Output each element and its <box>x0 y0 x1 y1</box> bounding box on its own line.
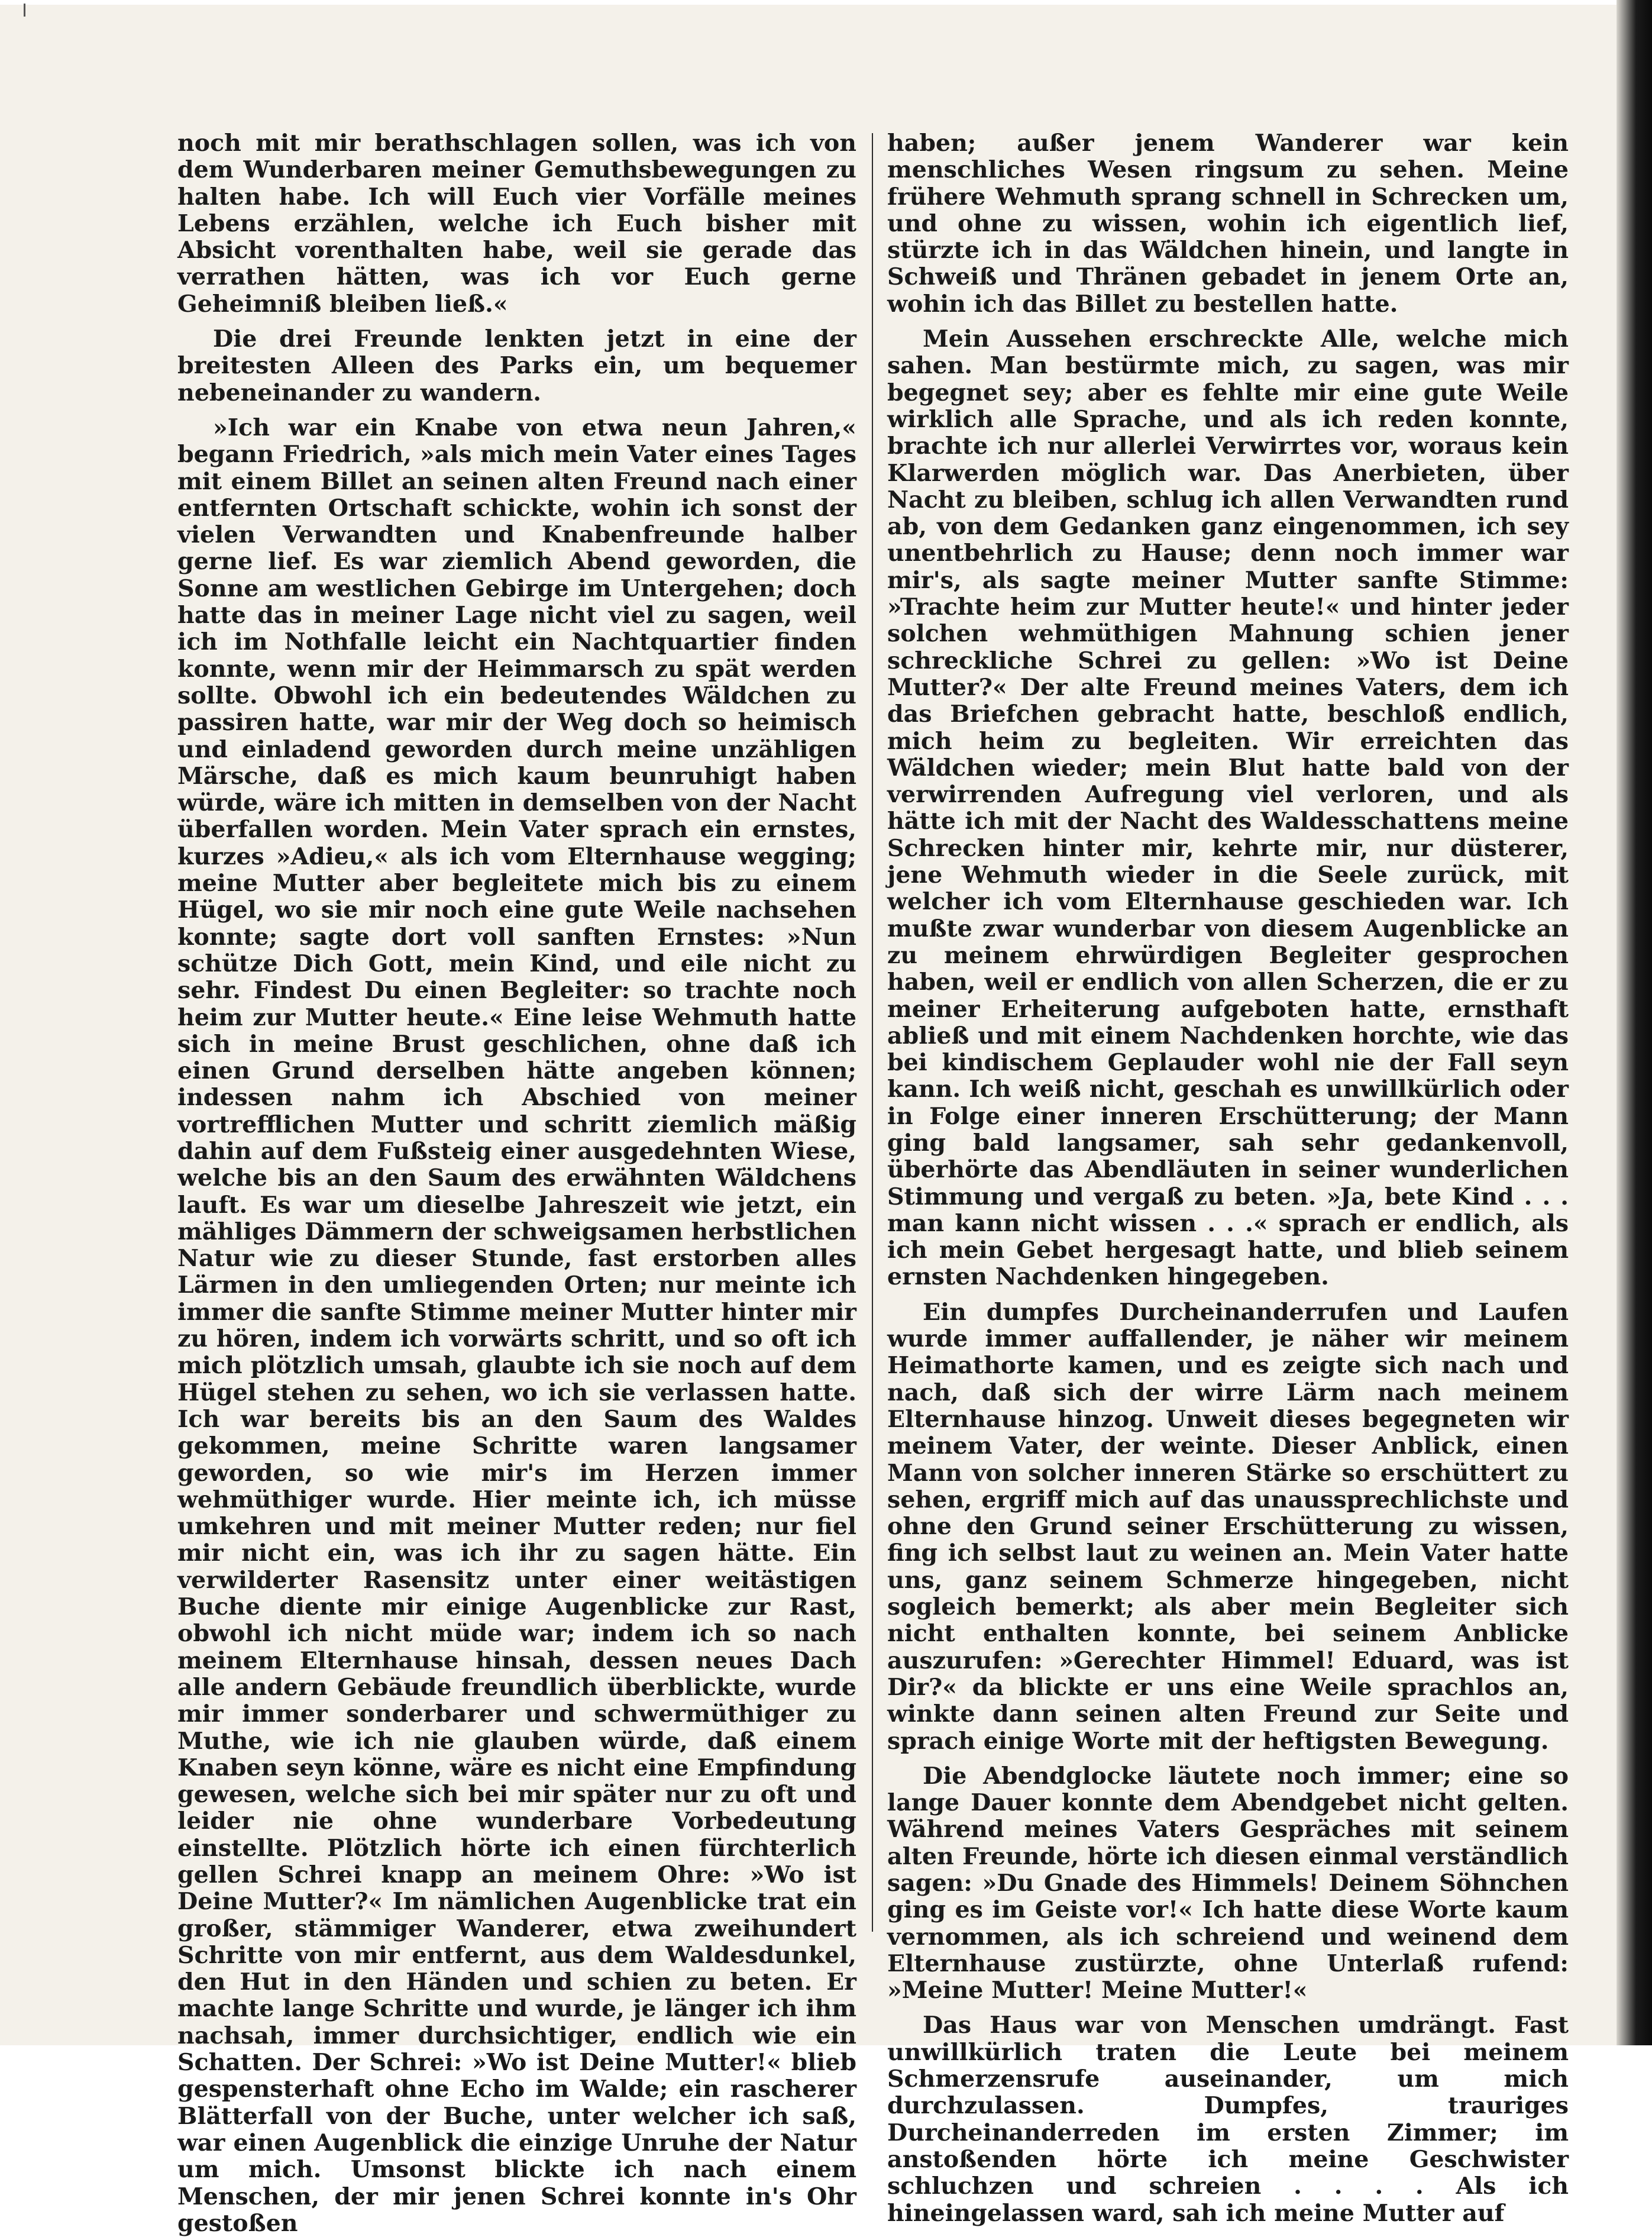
right-paragraph-5: Das Haus war von Menschen umdrängt. Fast unwillkürlich traten die Leute bei meinem Schmerzensrufe auseinander, um mich durchzulassen. Dumpfes, trauriges Durcheinanderreden im ersten Zimmer; im anstoßenden hörte ich meine Geschwister schluchzen und schreien . . . . Als ich hineingelassen ward, sah ich meine Mutter auf <box>887 2012 1569 2227</box>
column-divider <box>872 133 873 1932</box>
right-paragraph-1: haben; außer jenem Wanderer war kein menschliches Wesen ringsum zu sehen. Meine frühere Wehmuth sprang schnell in Schrecken um, und ohne zu wissen, wohin ich eigentlich lief, stürzte ich in das Wäldchen hinein, und langte in Schweiß und Thränen gebadet in jenem Orte an, wohin ich das Billet zu bestellen hatte. <box>887 130 1569 318</box>
scan-corner-mark <box>24 4 25 17</box>
right-paragraph-3: Ein dumpfes Durcheinanderrufen und Laufen wurde immer auffallender, je näher wir meinem Heimathorte kamen, und es zeigte sich nach und nach, daß sich der wirre Lärm nach meinem Elternhause hinzog. Unweit dieses begegneten wir meinem Vater, der weinte. Dieser Anblick, einen Mann von solcher inneren Stärke so erschüttert zu sehen, ergriff mich auf das unaussprechlichste und ohne den Grund seiner Erschütterung zu wissen, fing ich selbst laut zu weinen an. Mein Vater hatte uns, ganz seinem Schmerze hingegeben, nicht sogleich bemerkt; als aber mein Begleiter sich nicht enthalten konnte, bei seinem Anblicke auszurufen: »Gerechter Himmel! Eduard, was ist Dir?« da blickte er uns eine Weile sprachlos an, winkte dann seinen alten Freund zur Seite und sprach einige Worte mit der heftigsten Bewegung. <box>887 1298 1569 1755</box>
left-paragraph-1: noch mit mir berathschlagen sollen, was ich von dem Wunderbaren meiner Gemuthsbewegungen zu halten habe. Ich will Euch vier Vorfälle meines Lebens erzählen, welche ich Euch bisher mit Absicht vorenthalten habe, weil sie gerade das verrathen hätten, was ich vor Euch gerne Geheimniß bleiben ließ.« <box>177 130 856 318</box>
right-text-column <box>887 130 1569 2227</box>
right-paragraph-2: Mein Aussehen erschreckte Alle, welche mich sahen. Man bestürmte mich, zu sagen, was mir begegnet sey; aber es fehlte mir eine gute Weile wirklich alle Sprache, und als ich reden konnte, brachte ich nur allerlei Verwirrtes vor, woraus kein Klarwerden möglich war. Das Anerbieten, über Nacht zu bleiben, schlug ich allen Verwandten rund ab, von dem Gedanken ganz eingenommen, ich sey unentbehrlich zu Hause; denn noch immer war mir's, als sagte meiner Mutter sanfte Stimme: »Trachte heim zur Mutter heute!« und hinter jeder solchen wehmüthigen Mahnung schien jener schreckliche Schrei zu gellen: »Wo ist Deine Mutter?« Der alte Freund meines Vaters, dem ich das Briefchen gebracht hatte, beschloß endlich, mich heim zu begleiten. Wir erreichten das Wäldchen wieder; mein Blut hatte bald von der verwirrenden Aufregung viel verloren, und als hätte ich mit der Nacht des Waldesschattens meine Schrecken hinter mir, kehrte mir, nur düsterer, jene Wehmuth wieder in die Seele zurück, mit welcher ich vom Elternhause geschieden war. Ich mußte zwar wunderbar von diesem Augenblicke an zu meinem ehrwürdigen Begleiter gesprochen haben, weil er endlich von allen Scherzen, die er zu meiner Erheiterung aufgeboten hatte, ernsthaft abließ und mit einem Nachdenken horchte, wie das bei kindischem Geplauder wohl nie der Fall seyn kann. Ich weiß nicht, geschah es unwillkürlich oder in Folge einer inneren Erschütterung; der Mann ging bald langsamer, sah sehr gedankenvoll, überhörte das Abendläuten in seiner wunderlichen Stimmung und vergaß zu beten. »Ja, bete Kind . . . man kann nicht wissen . . .« sprach er endlich, als ich mein Gebet hergesagt hatte, und blieb seinem ernsten Nachdenken hingegeben. <box>887 325 1569 1291</box>
right-paragraph-4: Die Abendglocke läutete noch immer; eine so lange Dauer konnte dem Abendgebet nicht gelten. Während meines Vaters Gespräches mit seinem alten Freunde, hörte ich diesen einmal verständlich sagen: »Du Gnade des Himmels! Deinem Söhnchen ging es im Geiste vor!« Ich hatte diese Worte kaum vernommen, als ich schreiend und weinend dem Elternhause zustürzte, ohne Unterlaß rufend: »Meine Mutter! Meine Mutter!« <box>887 1762 1569 2004</box>
left-paragraph-3: »Ich war ein Knabe von etwa neun Jahren,« begann Friedrich, »als mich mein Vater eines Tages mit einem Billet an seinen alten Freund nach einer entfernten Ortschaft schickte, wohin ich sonst der vielen Verwandten und Knabenfreunde halber gerne lief. Es war ziemlich Abend geworden, die Sonne am westlichen Gebirge im Untergehen; doch hatte das in meiner Lage nicht viel zu sagen, weil ich im Nothfalle leicht ein Nachtquartier finden konnte, wenn mir der Heimmarsch zu spät werden sollte. Obwohl ich ein bedeutendes Wäldchen zu passiren hatte, war mir der Weg doch so heimisch und einladend geworden durch meine unzähligen Märsche, daß es mich kaum beunruhigt haben würde, wäre ich mitten in demselben von der Nacht überfallen worden. Mein Vater sprach ein ernstes, kurzes »Adieu,« als ich vom Elternhause wegging; meine Mutter aber begleitete mich bis zu einem Hügel, wo sie mir noch eine gute Weile nachsehen konnte; sagte dort voll sanften Ernstes: »Nun schütze Dich Gott, mein Kind, und eile nicht zu sehr. Findest Du einen Begleiter: so trachte noch heim zur Mutter heute.« Eine leise Wehmuth hatte sich in meine Brust geschlichen, ohne daß ich einen Grund derselben hätte angeben können; indessen nahm ich Abschied von meiner vortrefflichen Mutter und schritt ziemlich mäßig dahin auf dem Fußsteig einer ausgedehnten Wiese, welche bis an den Saum des erwähnten Wäldchens lauft. Es war um dieselbe Jahreszeit wie jetzt, ein mähliges Dämmern der schweigsamen herbstlichen Natur wie zu dieser Stunde, fast erstorben alles Lärmen in den umliegenden Orten; nur meinte ich immer die sanfte Stimme meiner Mutter hinter mir zu hören, indem ich vorwärts schritt, und so oft ich mich plötzlich umsah, glaubte ich sie noch auf dem Hügel stehen zu sehen, wo ich sie verlassen hatte. Ich war bereits bis an den Saum des Waldes gekommen, meine Schritte waren langsamer geworden, so wie mir's im Herzen immer wehmüthiger wurde. Hier meinte ich, ich müsse umkehren und mit meiner Mutter reden; nur fiel mir nicht ein, was ich ihr zu sagen hätte. Ein verwilderter Rasensitz unter einer weitästigen Buche diente mir einige Augenblicke zur Rast, obwohl ich nicht müde war; indem ich so nach meinem Elternhause hinsah, dessen neues Dach alle andern Gebäude freundlich überblickte, wurde mir immer sonderbarer und schwermüthiger zu Muthe, wie ich nie glauben würde, daß einem Knaben seyn könne, wäre es nicht eine Empfindung gewesen, welche sich bei mir später nur zu oft und leider nie ohne wunderbare Vorbedeutung einstellte. Plötzlich hörte ich einen fürchterlich gellen Schrei knapp an meinem Ohre: »Wo ist Deine Mutter?« Im nämlichen Augenblicke trat ein großer, stämmiger Wanderer, etwa zweihundert Schritte von mir entfernt, aus dem Waldesdunkel, den Hut in den Händen und schien zu beten. Er machte lange Schritte und wurde, je länger ich ihm nachsah, immer durchsichtiger, endlich wie ein Schatten. Der Schrei: »Wo ist Deine Mutter!« blieb gespensterhaft ohne Echo im Walde; ein rascherer Blätterfall von der Buche, unter welcher ich saß, war einen Augenblick die einzige Unruhe der Natur um mich. Umsonst blickte ich nach einem Menschen, der mir jenen Schrei konnte in's Ohr gestoßen <box>177 414 856 2237</box>
scan-binding-edge <box>1617 0 1652 2045</box>
left-paragraph-2: Die drei Freunde lenkten jetzt in eine der breitesten Alleen des Parks ein, um bequemer nebeneinander zu wandern. <box>177 325 856 406</box>
left-text-column <box>177 130 856 2237</box>
scan-top-margin <box>0 0 1652 5</box>
